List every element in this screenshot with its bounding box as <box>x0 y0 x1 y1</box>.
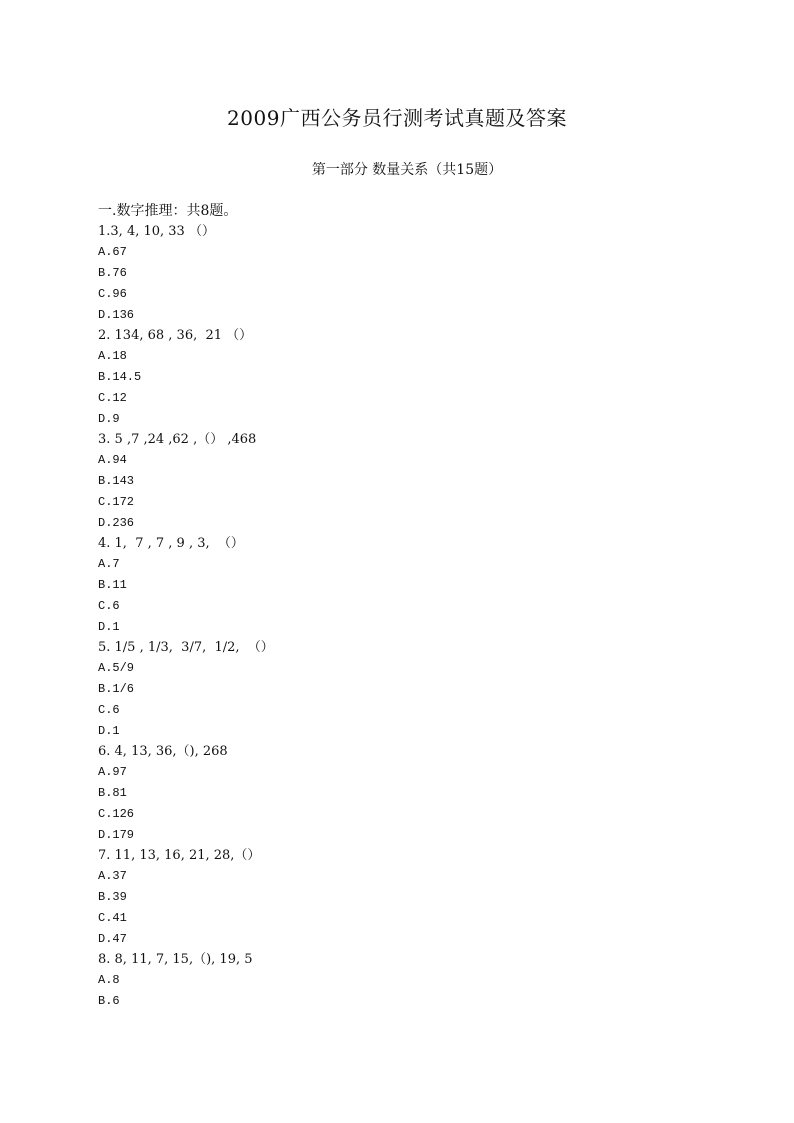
question-text: 3. 5 ,7 ,24 ,62 ,（） ,468 <box>98 432 257 447</box>
question-2 <box>98 326 738 430</box>
option-d: D.1 <box>98 620 120 634</box>
option-c: C.172 <box>98 495 135 509</box>
option-b: B.14.5 <box>98 370 142 384</box>
option-b: B.39 <box>98 890 127 904</box>
document-title: 2009广西公务员行测考试真题及答案 <box>227 106 567 130</box>
option-a: A.7 <box>98 557 120 571</box>
question-text: 8. 8, 11, 7, 15,（), 19, 5 <box>98 952 253 967</box>
option-b: B.81 <box>98 786 127 800</box>
question-5 <box>98 638 738 742</box>
question-1 <box>98 222 738 326</box>
question-text: 2. 134, 68 , 36, 21 （） <box>98 328 253 343</box>
option-c: C.96 <box>98 287 127 301</box>
option-d: D.9 <box>98 412 120 426</box>
option-d: D.179 <box>98 828 135 842</box>
question-text: 7. 11, 13, 16, 21, 28,（） <box>98 848 261 863</box>
question-text: 4. 1, 7 , 7 , 9 , 3, （） <box>98 536 244 551</box>
option-a: A.97 <box>98 765 127 779</box>
option-c: C.12 <box>98 391 127 405</box>
part-title: 第一部分 数量关系（共15题） <box>311 162 503 178</box>
question-text: 1.3, 4, 10, 33 （） <box>98 224 215 239</box>
section-heading: 一.数字推理：共8题。 <box>98 203 238 219</box>
option-d: D.236 <box>98 516 135 530</box>
option-b: B.6 <box>98 994 120 1008</box>
question-7 <box>98 846 738 950</box>
question-text: 6. 4, 13, 36,（), 268 <box>98 744 228 759</box>
option-c: C.6 <box>98 703 120 717</box>
option-b: B.11 <box>98 578 127 592</box>
question-4 <box>98 534 738 638</box>
option-a: A.67 <box>98 245 127 259</box>
option-d: D.1 <box>98 724 120 738</box>
option-a: A.94 <box>98 453 127 467</box>
option-a: A.8 <box>98 973 120 987</box>
option-d: D.136 <box>98 308 135 322</box>
option-b: B.76 <box>98 266 127 280</box>
question-8 <box>98 950 738 1012</box>
option-c: C.126 <box>98 807 135 821</box>
option-a: A.37 <box>98 869 127 883</box>
question-6 <box>98 742 738 846</box>
option-c: C.41 <box>98 911 127 925</box>
option-b: B.1/6 <box>98 682 135 696</box>
option-d: D.47 <box>98 932 127 946</box>
question-text: 5. 1/5 , 1/3, 3/7, 1/2, （） <box>98 640 274 655</box>
question-list <box>98 200 738 1012</box>
option-a: A.18 <box>98 349 127 363</box>
option-a: A.5/9 <box>98 661 135 675</box>
question-3 <box>98 430 738 534</box>
option-b: B.143 <box>98 474 135 488</box>
option-c: C.6 <box>98 599 120 613</box>
